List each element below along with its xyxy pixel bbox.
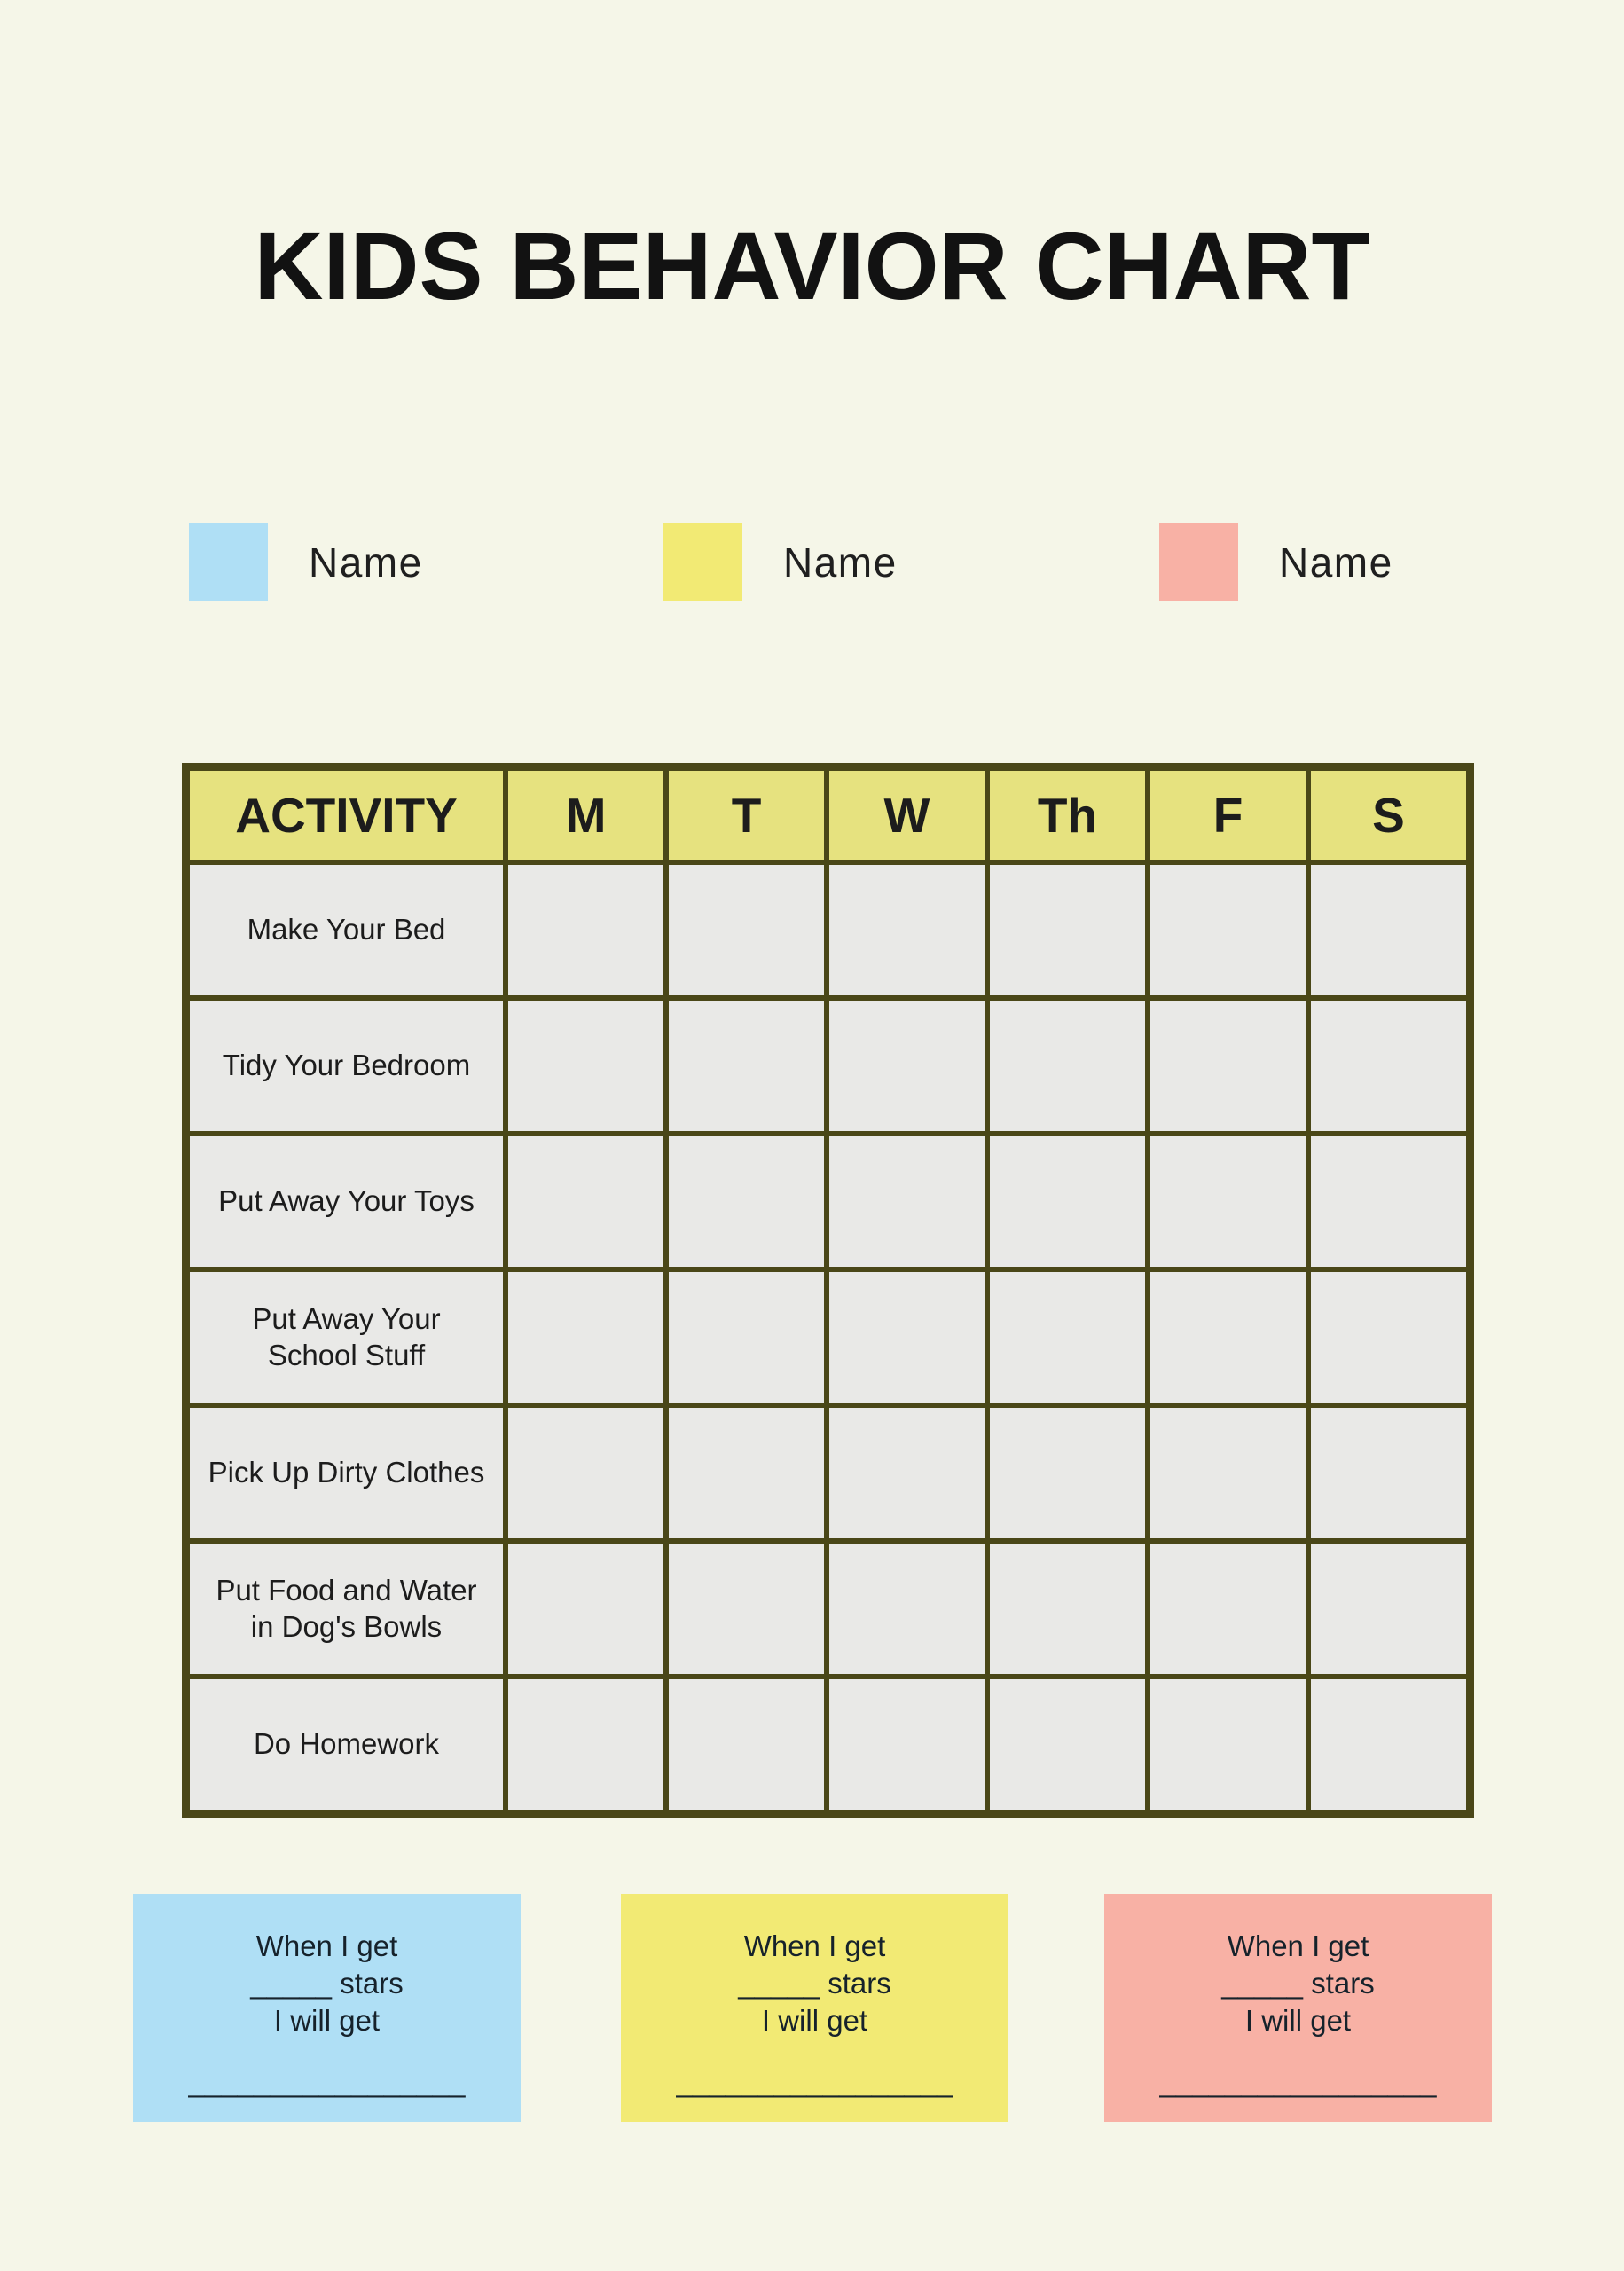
activity-label: Tidy Your Bedroom — [186, 998, 506, 1134]
day-cell[interactable] — [827, 862, 987, 998]
day-cell[interactable] — [1148, 998, 1308, 1134]
day-cell[interactable] — [1148, 1405, 1308, 1541]
day-cell[interactable] — [666, 998, 827, 1134]
column-header-activity: ACTIVITY — [186, 767, 506, 863]
day-cell[interactable] — [666, 862, 827, 998]
reward-text-line: I will get — [1244, 2004, 1352, 2038]
table-row — [186, 1677, 1471, 1814]
day-cell[interactable] — [1148, 1134, 1308, 1269]
reward-stars-blank: _____ stars — [738, 1967, 891, 2000]
day-cell[interactable] — [1308, 1677, 1471, 1814]
day-cell[interactable] — [1148, 1677, 1308, 1814]
day-cell[interactable] — [827, 1405, 987, 1541]
day-cell[interactable] — [506, 1677, 666, 1814]
day-cell[interactable] — [827, 1541, 987, 1677]
column-header-friday: F — [1148, 767, 1308, 863]
column-header-wednesday: W — [827, 767, 987, 863]
day-cell[interactable] — [1308, 1134, 1471, 1269]
day-cell[interactable] — [506, 1405, 666, 1541]
name-label: Name — [309, 538, 423, 585]
day-cell[interactable] — [827, 1134, 987, 1269]
day-cell[interactable] — [987, 998, 1148, 1134]
column-header-tuesday: T — [666, 767, 827, 863]
activity-label: Do Homework — [186, 1677, 506, 1814]
day-cell[interactable] — [827, 1269, 987, 1405]
name-label: Name — [1279, 538, 1393, 585]
reward-box-yellow — [621, 1894, 1008, 2122]
activity-label: Make Your Bed — [186, 862, 506, 998]
table-row — [186, 1541, 1471, 1677]
legend-item-blue — [189, 523, 423, 601]
table-header-row — [186, 767, 1471, 863]
reward-box-pink — [1104, 1894, 1492, 2122]
day-cell[interactable] — [1308, 998, 1471, 1134]
table-row — [186, 1134, 1471, 1269]
day-cell[interactable] — [987, 1405, 1148, 1541]
table-row — [186, 998, 1471, 1134]
day-cell[interactable] — [1148, 1541, 1308, 1677]
day-cell[interactable] — [506, 1541, 666, 1677]
reward-box-blue — [133, 1894, 521, 2122]
day-cell[interactable] — [506, 998, 666, 1134]
activity-label: Pick Up Dirty Clothes — [186, 1405, 506, 1541]
reward-fill-in-line[interactable]: _________________ — [188, 2064, 466, 2098]
reward-text-line: When I get — [255, 1929, 398, 1962]
yellow-color-swatch — [663, 523, 742, 601]
pink-color-swatch — [1159, 523, 1238, 601]
day-cell[interactable] — [987, 1677, 1148, 1814]
reward-stars-blank: _____ stars — [1221, 1967, 1375, 2000]
day-cell[interactable] — [987, 1541, 1148, 1677]
day-cell[interactable] — [666, 1541, 827, 1677]
reward-text-line: I will get — [761, 2004, 868, 2038]
day-cell[interactable] — [827, 1677, 987, 1814]
day-cell[interactable] — [666, 1134, 827, 1269]
reward-fill-in-line[interactable]: _________________ — [1159, 2064, 1437, 2098]
day-cell[interactable] — [987, 1134, 1148, 1269]
table-row — [186, 1405, 1471, 1541]
behavior-table — [182, 763, 1474, 1818]
legend-item-pink — [1159, 523, 1393, 601]
day-cell[interactable] — [1308, 1405, 1471, 1541]
name-label: Name — [783, 538, 898, 585]
column-header-thursday: Th — [987, 767, 1148, 863]
day-cell[interactable] — [987, 1269, 1148, 1405]
page-title: KIDS BEHAVIOR CHART — [254, 212, 1370, 319]
reward-text-line: I will get — [273, 2004, 381, 2038]
table-row — [186, 862, 1471, 998]
blue-color-swatch — [189, 523, 268, 601]
day-cell[interactable] — [666, 1269, 827, 1405]
day-cell[interactable] — [506, 862, 666, 998]
day-cell[interactable] — [666, 1677, 827, 1814]
legend-item-yellow — [663, 523, 898, 601]
activity-label: Put Away Your School Stuff — [186, 1269, 506, 1405]
reward-fill-in-line[interactable]: _________________ — [676, 2064, 953, 2098]
reward-stars-blank: _____ stars — [250, 1967, 404, 2000]
reward-text-line: When I get — [1227, 1929, 1369, 1962]
day-cell[interactable] — [1308, 1541, 1471, 1677]
day-cell[interactable] — [666, 1405, 827, 1541]
day-cell[interactable] — [1148, 862, 1308, 998]
column-header-monday: M — [506, 767, 666, 863]
reward-text-line: When I get — [743, 1929, 886, 1962]
day-cell[interactable] — [987, 862, 1148, 998]
day-cell[interactable] — [1308, 1269, 1471, 1405]
day-cell[interactable] — [1308, 862, 1471, 998]
table-row — [186, 1269, 1471, 1405]
day-cell[interactable] — [506, 1269, 666, 1405]
column-header-saturday: S — [1308, 767, 1471, 863]
day-cell[interactable] — [1148, 1269, 1308, 1405]
activity-label: Put Food and Water in Dog's Bowls — [186, 1541, 506, 1677]
day-cell[interactable] — [827, 998, 987, 1134]
activity-label: Put Away Your Toys — [186, 1134, 506, 1269]
day-cell[interactable] — [506, 1134, 666, 1269]
